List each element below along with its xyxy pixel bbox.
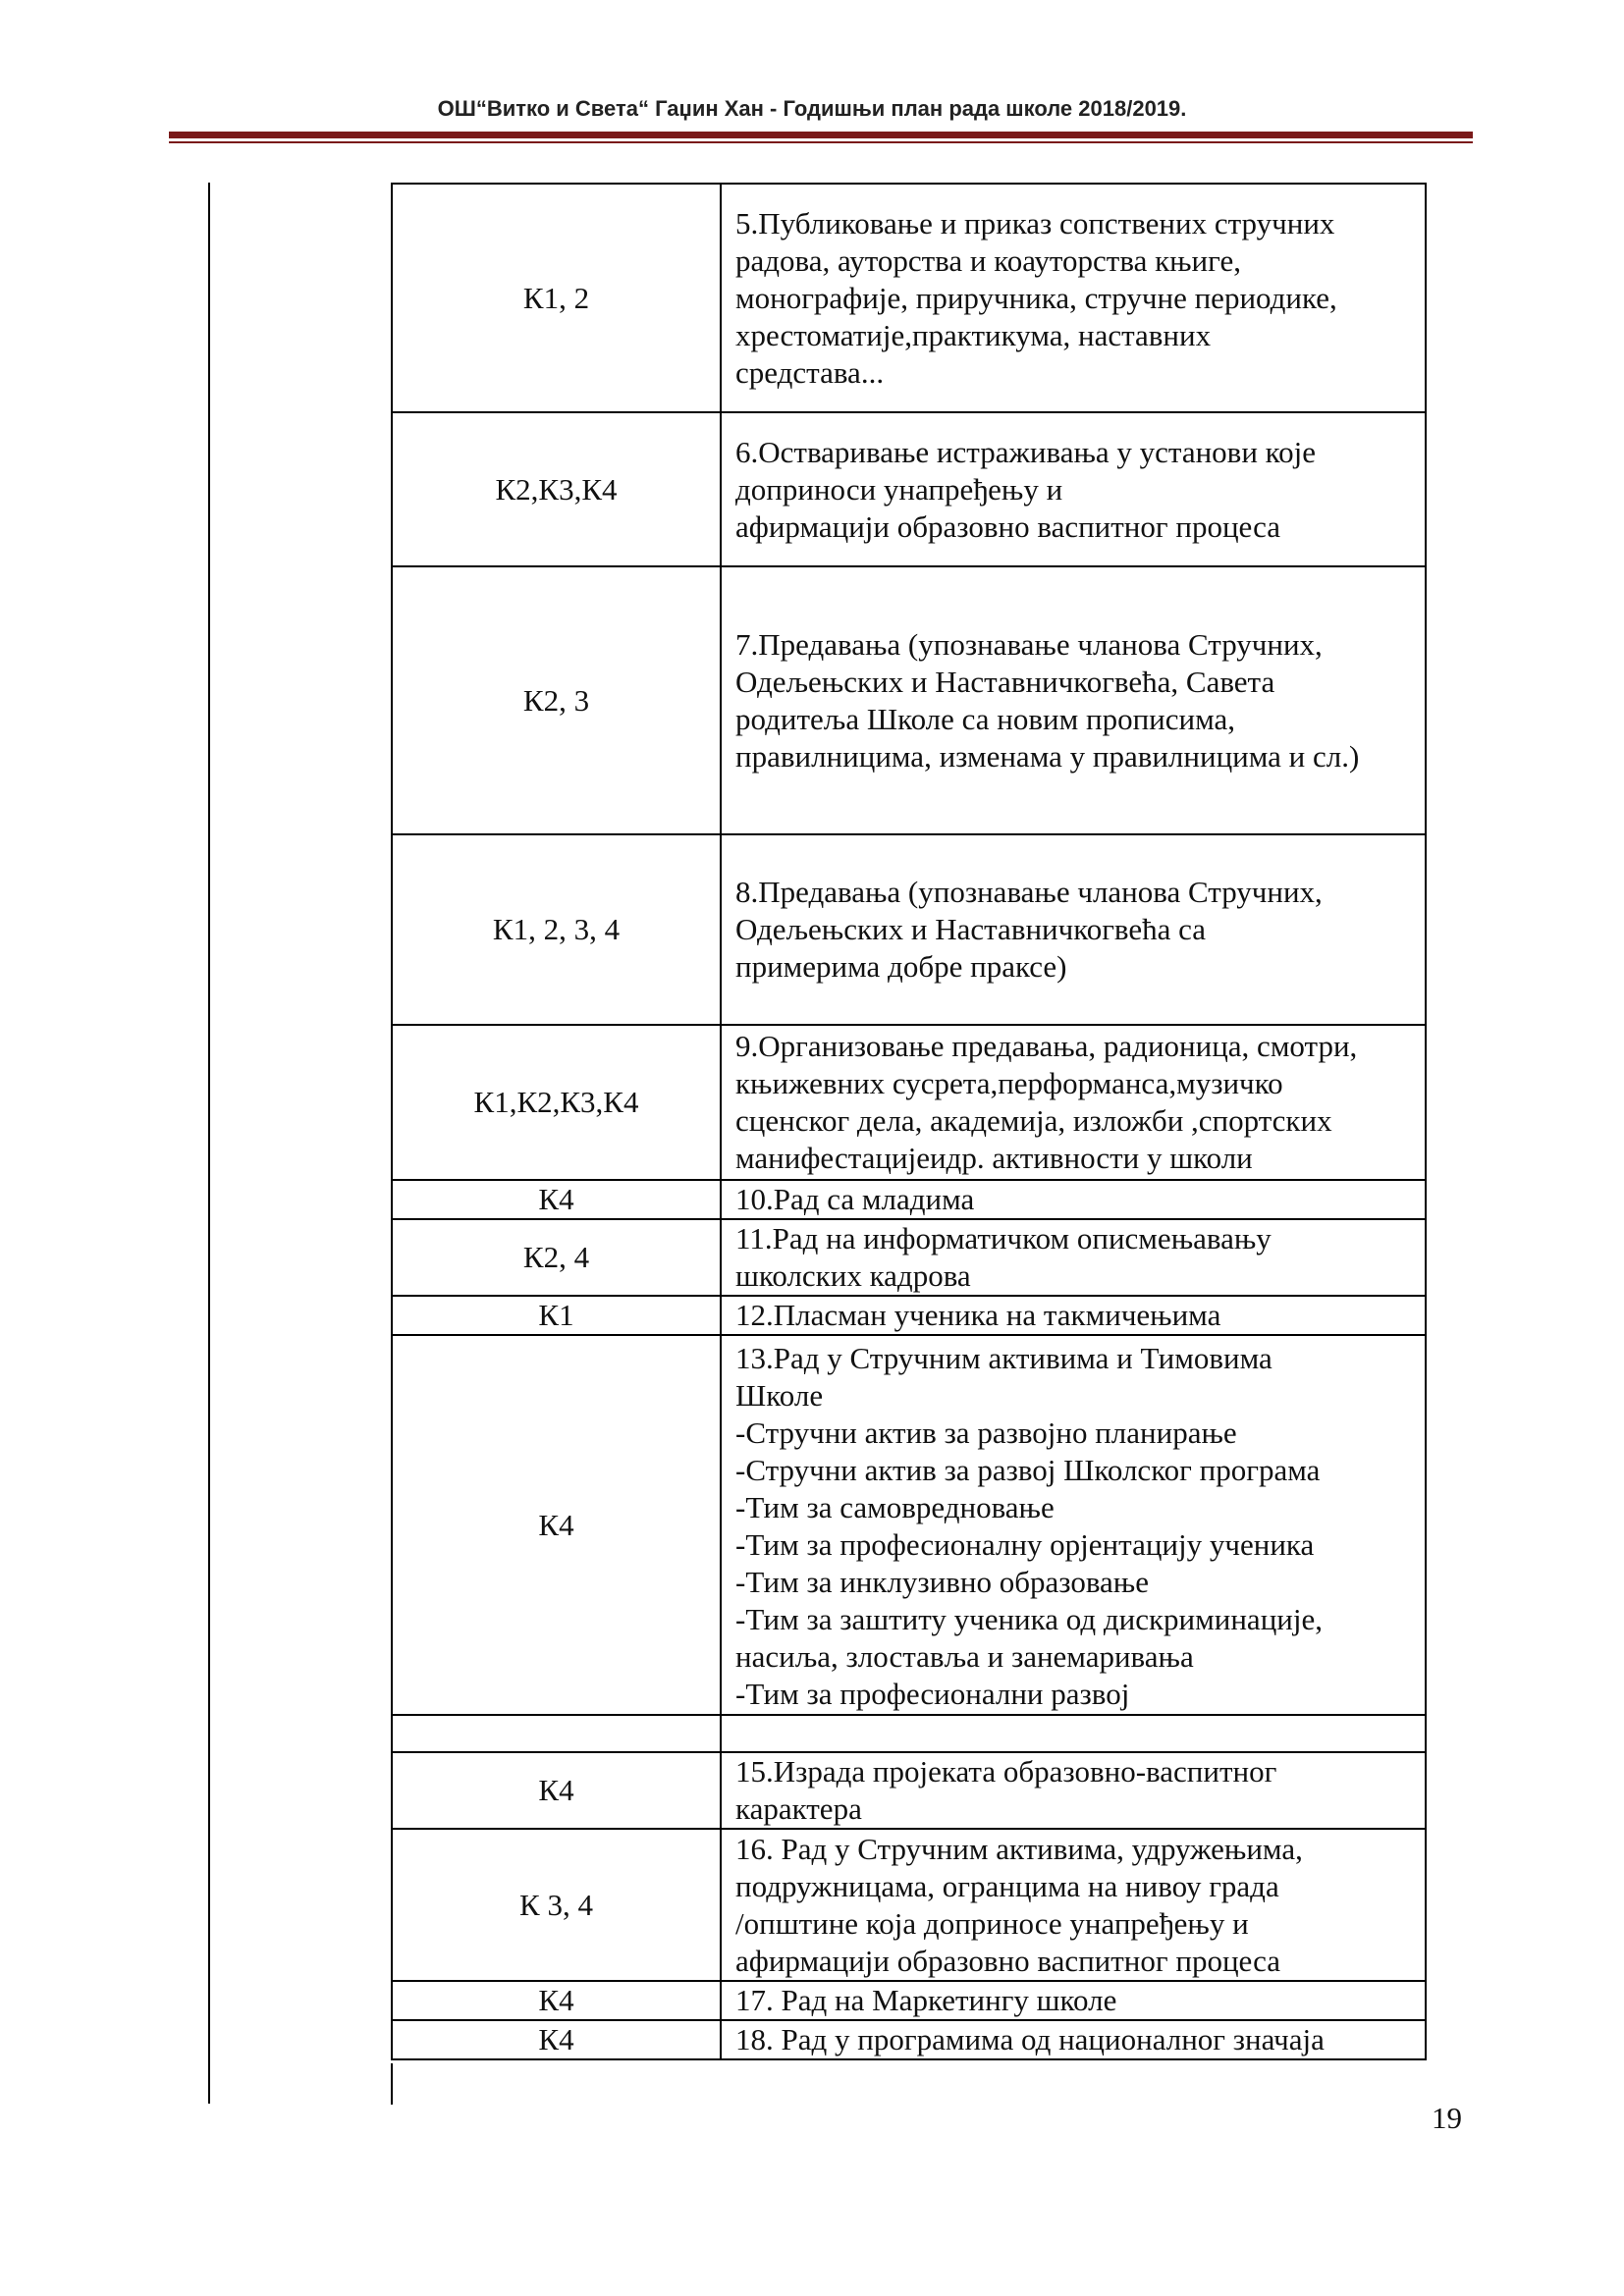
- table-row: [392, 412, 1426, 566]
- page-number: 19: [1432, 2101, 1462, 2135]
- table-row: [392, 1025, 1426, 1180]
- description-line: 18. Рад у програмима од националног значаја: [735, 2022, 1325, 2056]
- activity-description-cell: [721, 1296, 1426, 1335]
- description-line: 5.Публиковање и приказ сопствених стручних: [735, 205, 1335, 240]
- left-margin-line: [208, 183, 210, 2104]
- description-line: 8.Предавања (упознавање чланова Стручних,: [735, 875, 1323, 909]
- description-line: -Тим за инклузивно образовање: [735, 1565, 1149, 1599]
- activity-description-cell: [721, 1829, 1426, 1981]
- description-line: /општине која доприносе унапређењу и: [735, 1905, 1249, 1941]
- description-line: монографије, приручника, стручне периодике,: [735, 280, 1337, 315]
- description-line: средстава...: [735, 354, 885, 390]
- competence-code-cell: К1: [392, 1296, 721, 1335]
- description-line: 12.Пласман ученика на такмичењима: [735, 1298, 1221, 1332]
- document-header: ОШ“Витко и Света“ Гаџин Хан - Годишњи план рада школе 2018/2019.: [437, 96, 1187, 121]
- competence-code-cell: К4: [392, 1335, 721, 1715]
- description-line: сценског дела, академија, изложби ,спортских: [735, 1103, 1332, 1138]
- description-line: афирмацији образовно васпитног процеса: [735, 508, 1280, 544]
- description-line: Школе: [735, 1378, 824, 1413]
- activity-description-cell: [721, 412, 1426, 566]
- competence-code-cell: К2,К3,К4: [392, 412, 721, 566]
- activity-description-cell: [721, 1715, 1426, 1752]
- competence-code-cell: К4: [392, 1180, 721, 1219]
- description-line: школских кадрова: [735, 1258, 971, 1293]
- table-row: [392, 1829, 1426, 1981]
- table-row: [392, 566, 1426, 834]
- table-row: [392, 184, 1426, 412]
- competence-code-cell: [392, 1715, 721, 1752]
- description-line: Одељењских и Наставничкогвећа са: [735, 912, 1207, 946]
- description-line: књижевних сусрета,перформанса,музичко: [735, 1066, 1283, 1100]
- competence-code-cell: К 3, 4: [392, 1829, 721, 1981]
- description-line: афирмацији образовно васпитног процеса: [735, 1943, 1280, 1978]
- description-line: 7.Предавања (упознавање чланова Стручних,: [735, 626, 1323, 662]
- activity-description-cell: [721, 1180, 1426, 1219]
- description-line: насиља, злоставља и занемаривања: [735, 1639, 1194, 1674]
- competence-code-cell: К4: [392, 2020, 721, 2059]
- table-row: [392, 1335, 1426, 1715]
- header-rule-thin: [169, 141, 1473, 143]
- table-row: [392, 1219, 1426, 1296]
- description-line: -Тим за професионалну орјентацију ученика: [735, 1527, 1315, 1562]
- description-line: 16. Рад у Стручним активима, удружењима,: [735, 1831, 1303, 1866]
- description-line: подружницама, огранцима на нивоу града: [735, 1868, 1279, 1903]
- activity-description-cell: [721, 1025, 1426, 1180]
- activity-description-cell: [721, 1981, 1426, 2020]
- description-line: 13.Рад у Стручним активима и Тимовима: [735, 1341, 1272, 1375]
- activity-description-cell: [721, 1752, 1426, 1829]
- table-row: [392, 1296, 1426, 1335]
- description-line: манифестацијеидр. активности у школи: [735, 1141, 1253, 1175]
- table-row: [392, 1752, 1426, 1829]
- activity-description-cell: [721, 834, 1426, 1025]
- activity-description-cell: [721, 566, 1426, 834]
- competence-code-cell: К1,К2,К3,К4: [392, 1025, 721, 1180]
- competence-code-cell: К1, 2, 3, 4: [392, 834, 721, 1025]
- table-row: [392, 2020, 1426, 2059]
- description-line: примерима добре праксе): [735, 949, 1067, 984]
- header-rule-thick: [169, 132, 1473, 138]
- description-line: 17. Рад на Маркетингу школе: [735, 1983, 1117, 2017]
- competence-code-cell: К4: [392, 1981, 721, 2020]
- description-line: -Тим за професионални развој: [735, 1677, 1130, 1711]
- competence-code-cell: К1, 2: [392, 184, 721, 412]
- description-line: 10.Рад са младима: [735, 1182, 975, 1216]
- table-row: [392, 1180, 1426, 1219]
- description-line: доприноси унапређењу и: [735, 471, 1063, 507]
- plan-table: [391, 183, 1427, 2060]
- competence-code-cell: К2, 4: [392, 1219, 721, 1296]
- plan-table-container: [391, 183, 1427, 2060]
- activity-description-cell: [721, 184, 1426, 412]
- table-row: [392, 1715, 1426, 1752]
- activity-description-cell: [721, 1335, 1426, 1715]
- description-line: правилницима, изменама у правилницима и сл.): [735, 738, 1360, 774]
- activity-description-cell: [721, 2020, 1426, 2059]
- table-row: [392, 1981, 1426, 2020]
- table-row: [392, 834, 1426, 1025]
- description-line: 11.Рад на информатичком описмењавању: [735, 1221, 1272, 1255]
- description-line: родитеља Школе са новим прописима,: [735, 701, 1236, 736]
- description-line: -Стручни актив за развојно планирање: [735, 1415, 1237, 1450]
- description-line: 9.Организовање предавања, радионица, смотри,: [735, 1029, 1358, 1063]
- table-tail-line: [391, 2063, 393, 2105]
- description-line: -Тим за самовредновање: [735, 1490, 1055, 1524]
- description-line: Одељењских и Наставничкогвећа, Савета: [735, 664, 1275, 699]
- description-line: радова, ауторства и коауторства књиге,: [735, 242, 1241, 278]
- description-line: -Стручни актив за развој Школског програма: [735, 1453, 1321, 1487]
- description-line: 15.Израда пројеката образовно-васпитног: [735, 1754, 1277, 1789]
- competence-code-cell: К4: [392, 1752, 721, 1829]
- description-line: -Тим за заштиту ученика од дискриминације,: [735, 1602, 1323, 1636]
- competence-code-cell: К2, 3: [392, 566, 721, 834]
- description-line: карактера: [735, 1791, 862, 1826]
- description-line: хрестоматије,практикума, наставних: [735, 317, 1212, 352]
- description-line: 6.Остваривање истраживања у установи које: [735, 434, 1317, 469]
- activity-description-cell: [721, 1219, 1426, 1296]
